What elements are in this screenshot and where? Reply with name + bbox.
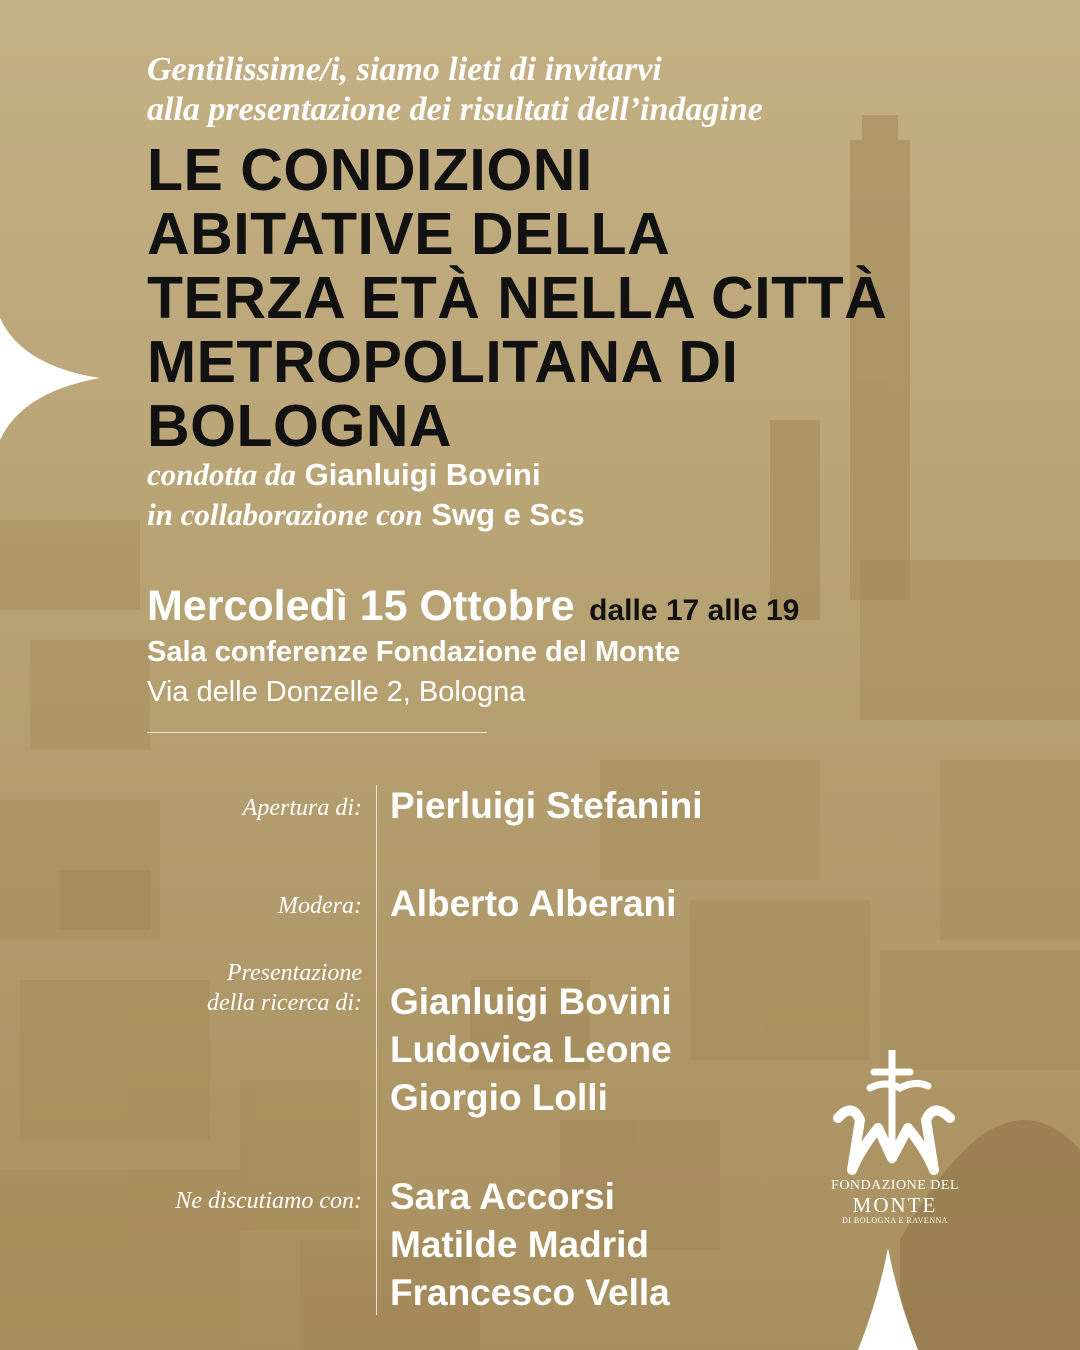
title-line-3: TERZA ETÀ NELLA CITTÀ <box>147 265 888 331</box>
credits <box>147 455 1007 535</box>
title-line-4: METROPOLITANA DI <box>147 329 739 395</box>
logo-line-2: MONTE <box>852 1193 938 1217</box>
title-line-1: LE CONDIZIONI <box>147 137 593 203</box>
names-presentation <box>390 978 672 1122</box>
logo-line-3: DI BOLOGNA E RAVENNA <box>841 1216 949 1225</box>
intro-text <box>147 50 1007 130</box>
divider <box>147 732 487 733</box>
intro-line-2: alla presentazione dei risultati dell’indagine <box>147 91 763 128</box>
event-venue: Sala conferenze Fondazione del Monte <box>147 636 681 668</box>
names-opening <box>390 782 703 830</box>
role-discussion <box>175 1186 362 1216</box>
intro-line-1: Gentilissime/i, siamo lieti di invitarvi <box>147 51 662 88</box>
names-moderator <box>390 880 676 928</box>
title-line-5: BOLOGNA <box>147 393 453 459</box>
conducted-prefix: condotta da <box>147 457 296 492</box>
collab-prefix: in collaborazione con <box>147 497 423 532</box>
speaker-name: Ludovica Leone <box>390 1029 672 1070</box>
collab-name: Swg e Scs <box>431 497 585 532</box>
role-presentation-label-1: Presentazione <box>226 960 362 986</box>
logo-line-1: FONDAZIONE DEL <box>831 1178 959 1193</box>
role-opening <box>243 793 362 823</box>
event-date-line <box>147 582 799 631</box>
speaker-name: Matilde Madrid <box>390 1224 650 1265</box>
role-opening-label: Apertura di: <box>242 795 362 821</box>
speaker-name: Alberto Alberani <box>390 883 677 924</box>
program-divider <box>376 785 377 1315</box>
collaboration <box>147 495 1007 535</box>
event-title <box>147 138 1047 458</box>
speaker-name: Francesco Vella <box>390 1272 670 1313</box>
role-moderator-label: Moderа: <box>278 893 362 919</box>
speaker-name: Giorgio Lolli <box>390 1077 608 1118</box>
role-presentation-label-2: della ricerca di: <box>206 990 362 1016</box>
event-address: Via delle Donzelle 2, Bologna <box>147 676 526 708</box>
logo-wordmark <box>810 1178 980 1225</box>
speaker-name: Sara Accorsi <box>390 1176 615 1217</box>
event-time: dalle 17 alle 19 <box>589 594 800 627</box>
conducted-by <box>147 455 1007 495</box>
role-presentation <box>207 958 362 1018</box>
speaker-name: Gianluigi Bovini <box>390 981 672 1022</box>
role-discussion-label: Ne discutiamo con: <box>175 1188 362 1214</box>
speaker-name: Pierluigi Stefanini <box>390 785 703 826</box>
event-date: Mercoledì 15 Ottobre <box>147 582 575 630</box>
title-line-2: ABITATIVE DELLA <box>147 201 671 267</box>
role-moderator <box>278 891 362 921</box>
conducted-name: Gianluigi Bovini <box>304 457 541 492</box>
names-discussion <box>390 1173 670 1317</box>
